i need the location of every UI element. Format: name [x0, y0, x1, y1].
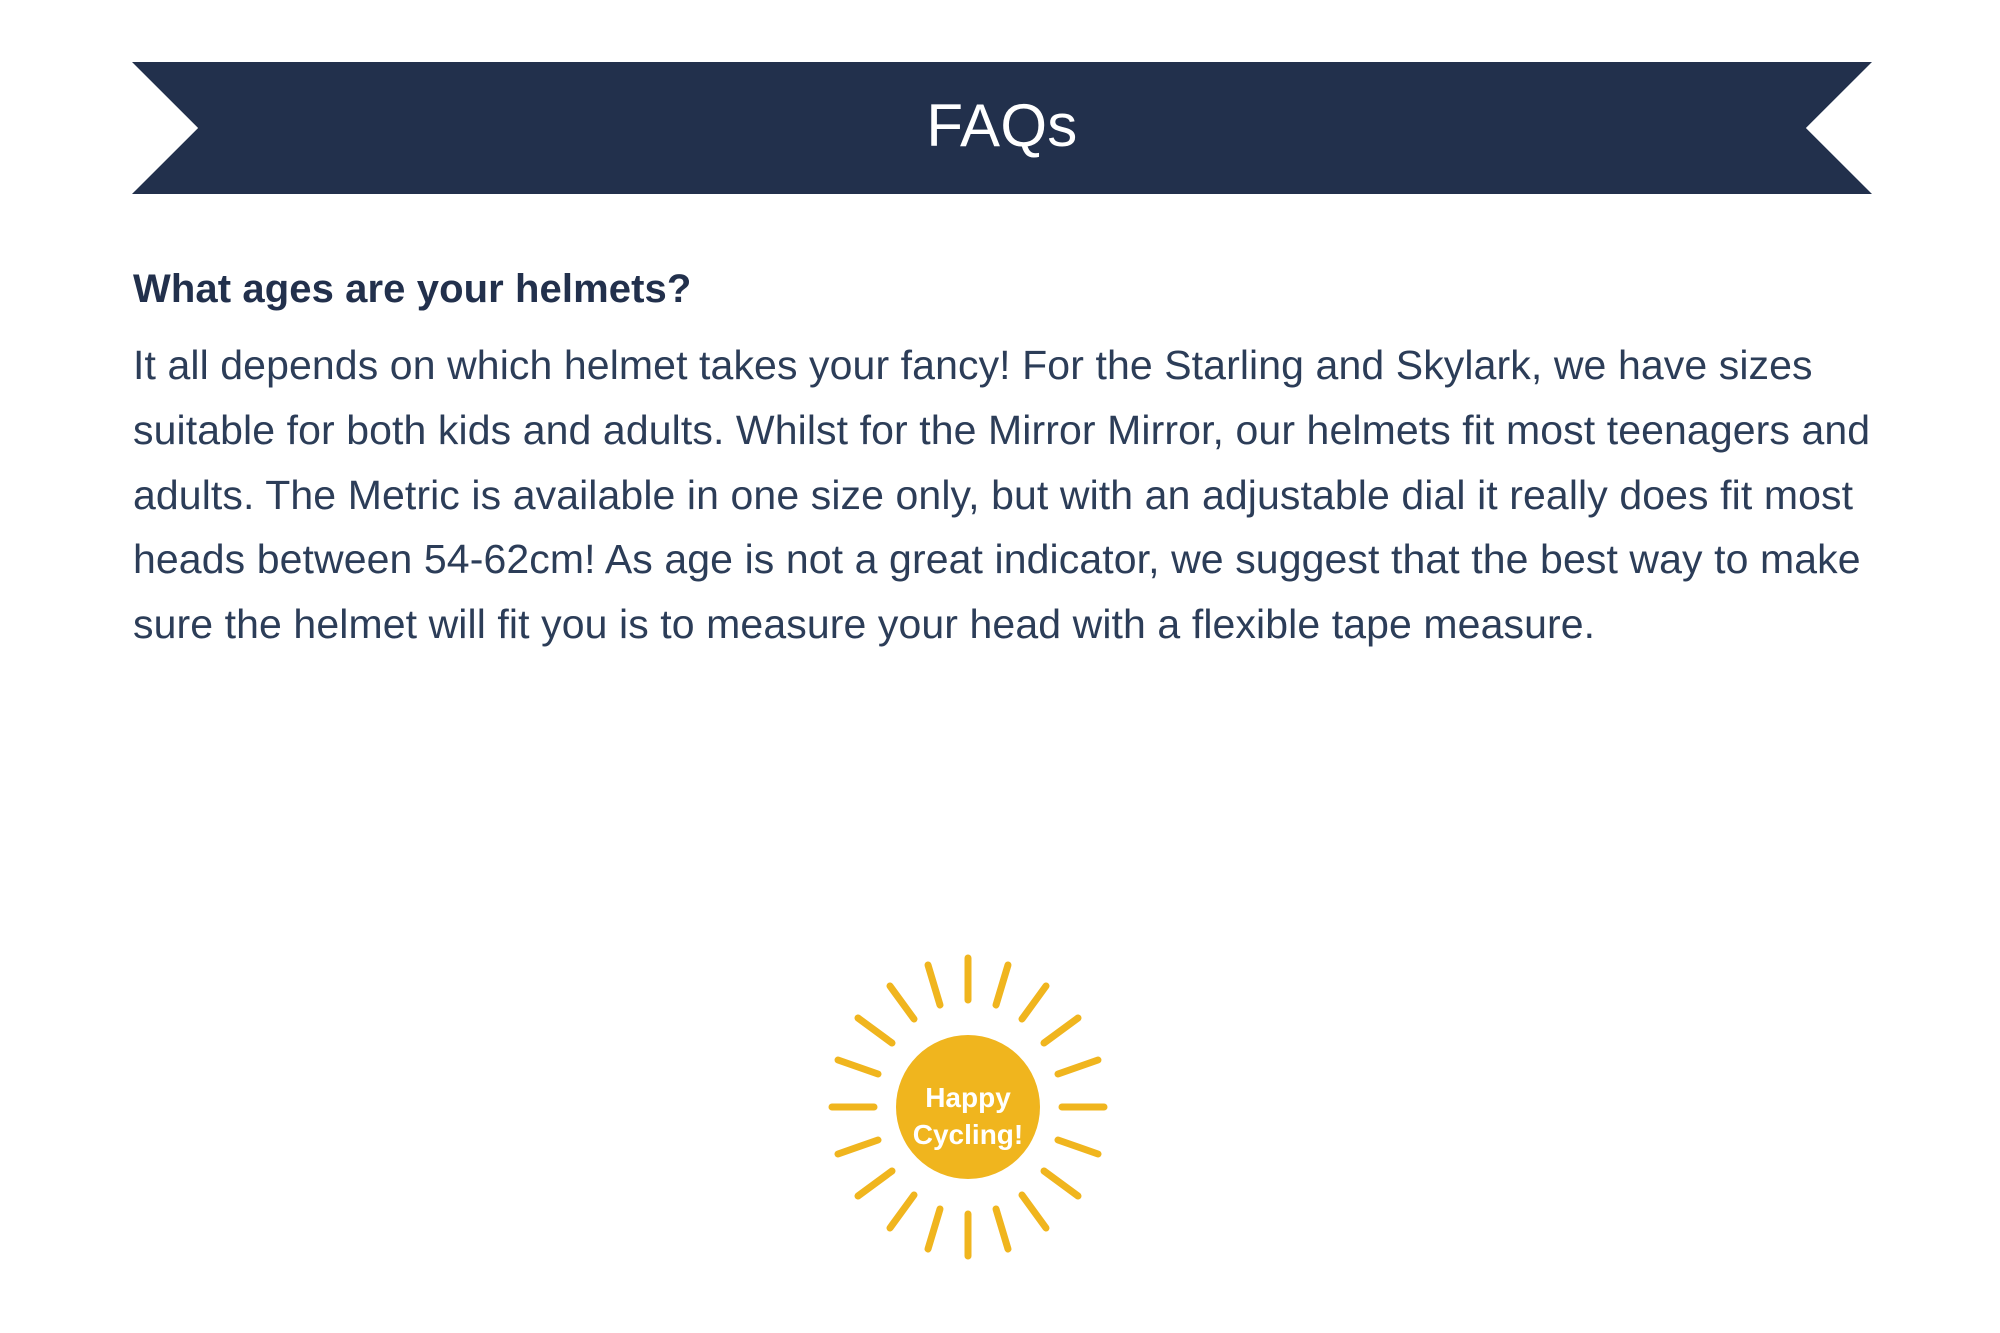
sun-label-line2: Cycling! [912, 1119, 1024, 1150]
faq-answer: It all depends on which helmet takes your fancy! For the Starling and Skylark, we have sizes suitable for both kids and adults. Whilst for the Mirror Mirror, our helmets fit most teenagers and adults. The Metric is available in one size only, but with an adjustable dial it really does fit most heads between 54-62cm! As age is not a great indicator, we suggest that the best way to make sure the helmet will fit you is to measure your head with a flexible tape measure. [133, 342, 1871, 648]
sun-label-line1: Happy [925, 1082, 1011, 1114]
page-title: FAQs [926, 92, 1078, 159]
happy-cycling-sun [818, 952, 1118, 1282]
sun-icon [818, 952, 1118, 1282]
faq-question: What ages are your helmets? [133, 267, 692, 311]
faq-content [133, 265, 1893, 657]
faq-banner [132, 62, 1872, 194]
